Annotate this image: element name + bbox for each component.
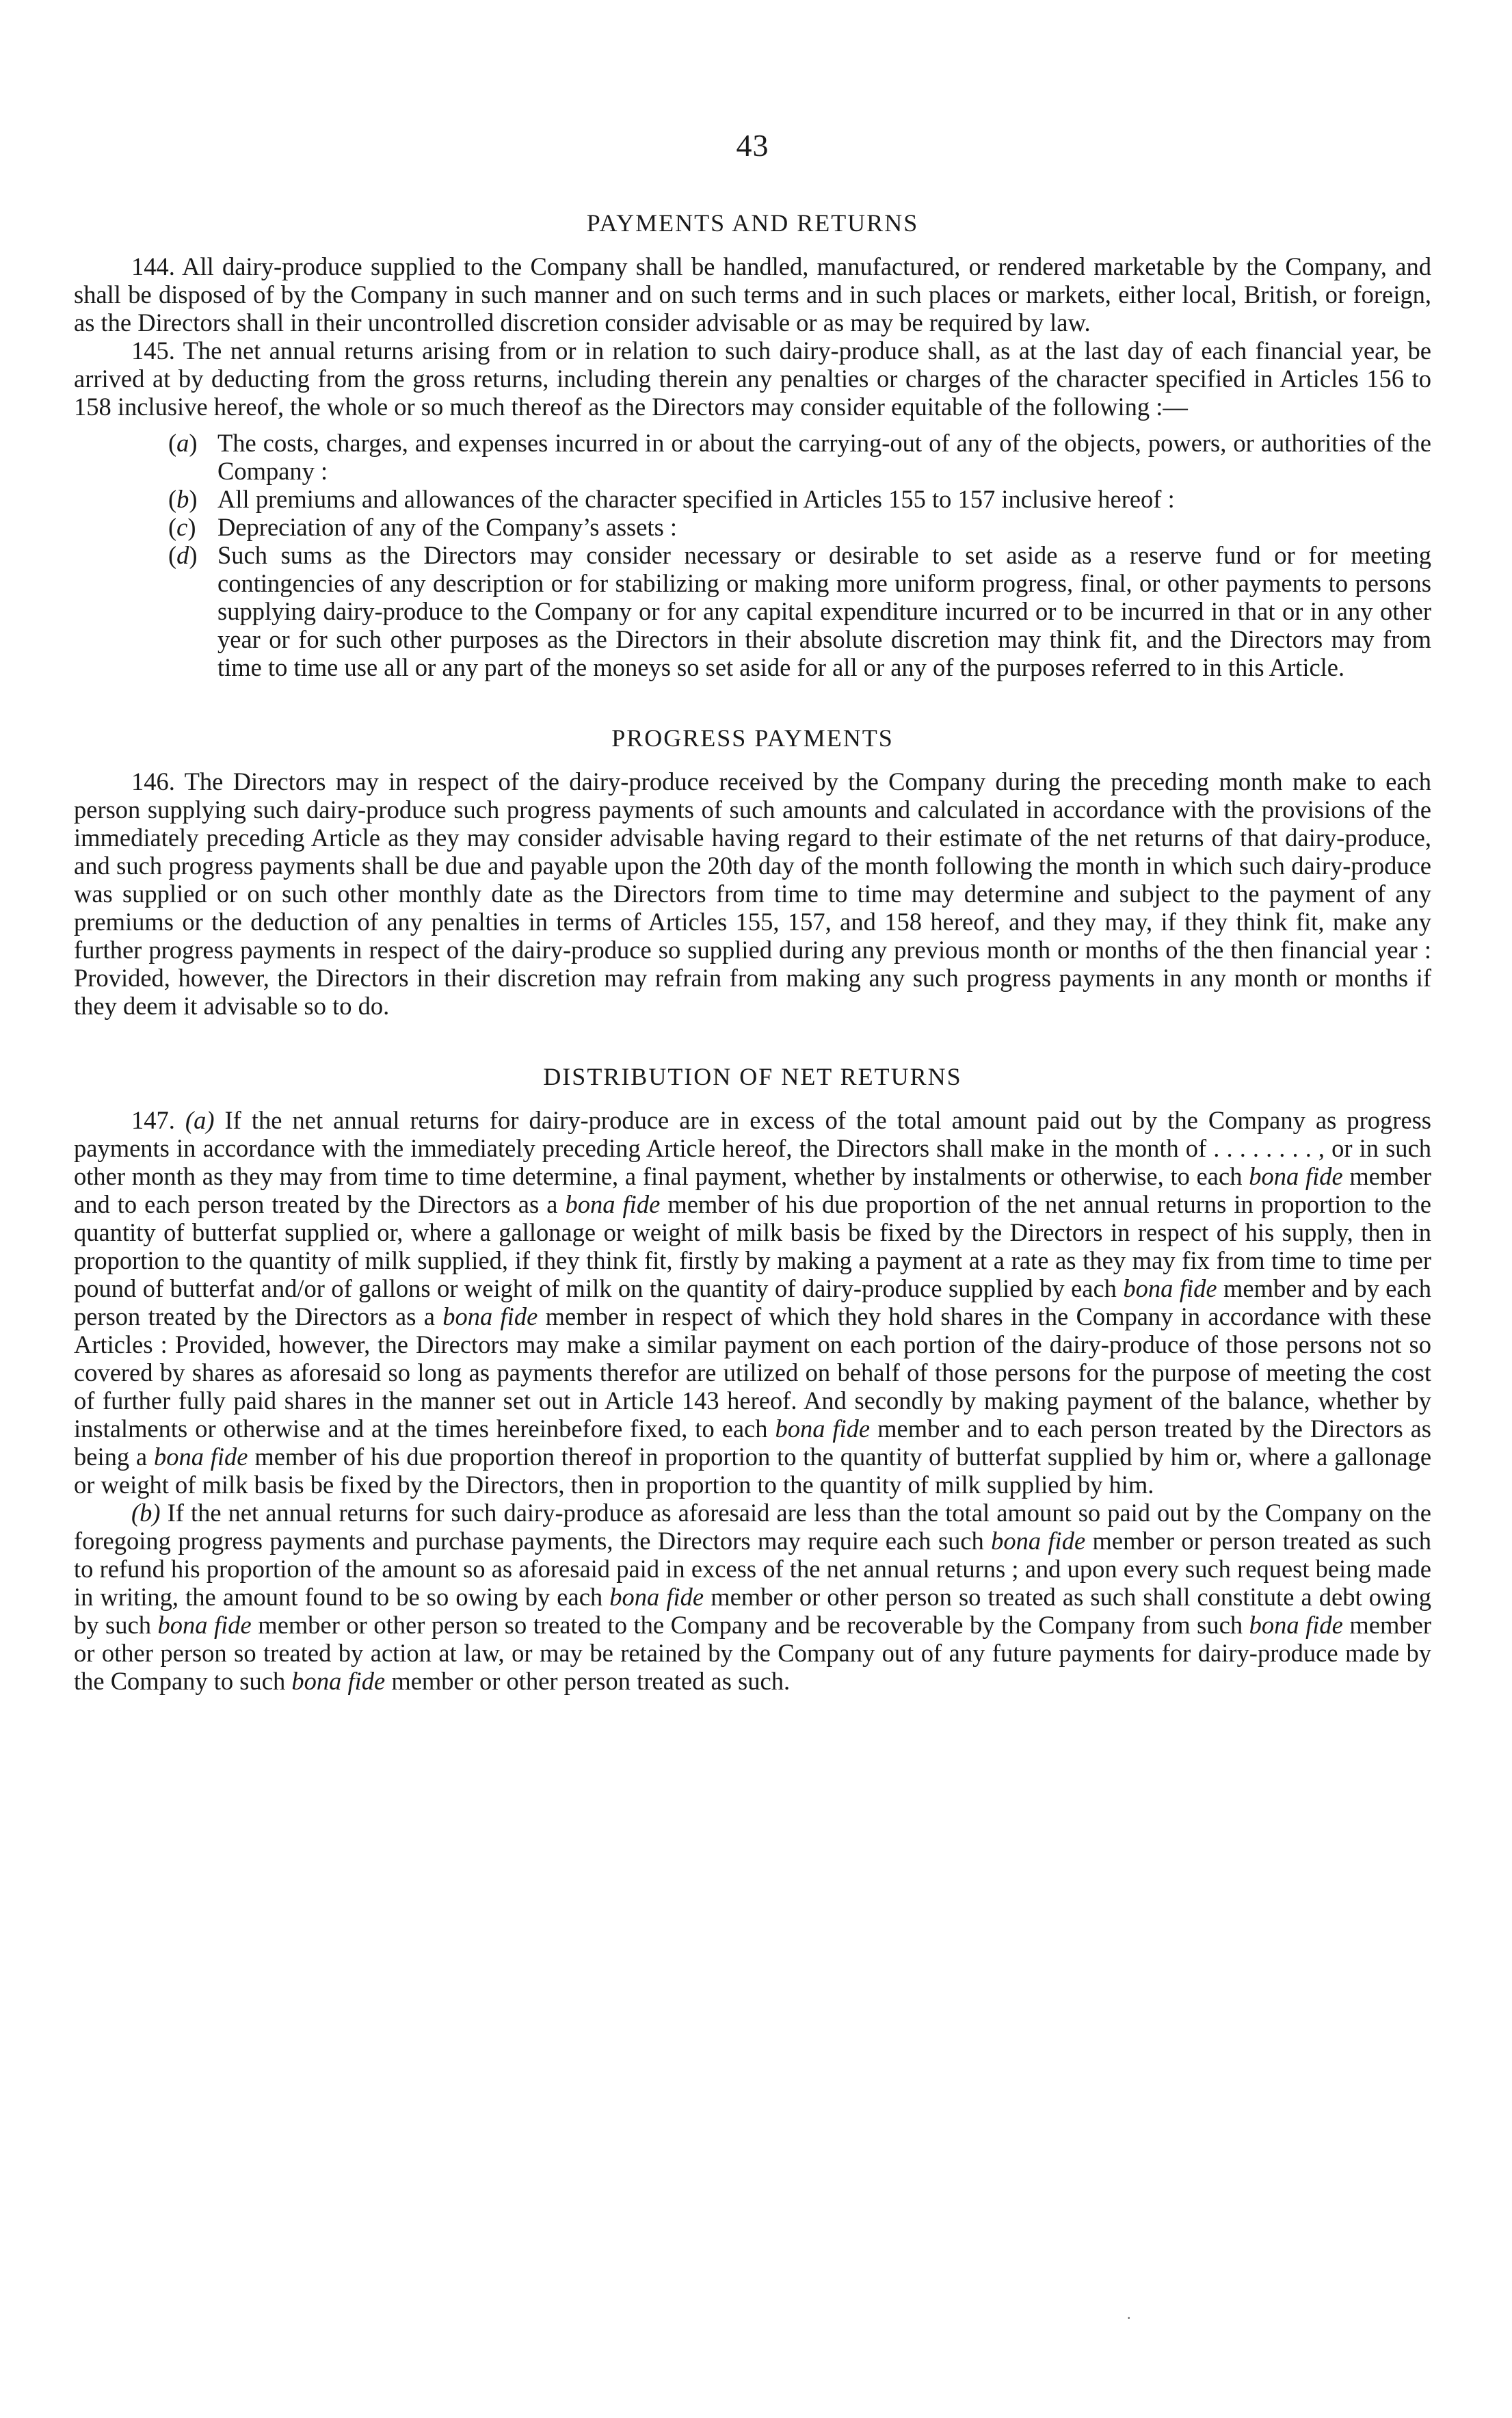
clause-marker: (a) xyxy=(168,429,198,457)
article-144: 144. All dairy-produce supplied to the Company shall be handled, manufactured, or rendered marketable by the Company, and shall be disposed of by the Company in such manner and on such terms and in such places or markets, either local, British, or foreign, as the Directors shall in their uncontrolled discretion consider advisable or as may be required by law. xyxy=(74,252,1431,337)
article-147a: 147. (a) If the net annual returns for dairy-produce are in excess of the total amount paid out by the Company as progress payments in accordance with the immediately preceding Article hereof, the Directors shall make in the month of . . . . . . . . , or in such other month as they may from time to time determine, a final payment, whether by instalments or otherwise, to each bona fide member and to each person treated by the Directors as a bona fide member of his due proportion of the net annual returns in proportion to the quantity of butterfat supplied or, where a gallonage or weight of milk basis be fixed by the Directors in respect of his supply, then in proportion to the quantity of milk supplied, if they think fit, firstly by making a payment at a rate as they may fix from time to time per pound of butterfat and/or of gallons or weight of milk on the quantity of dairy-produce supplied by each bona fide member and by each person treated by the Directors as a bona fide member in respect of which they hold shares in the Company in accordance with these Articles : Provided, however, the Directors may make a similar payment on each portion of the dairy-produce of those persons not so covered by shares as aforesaid so long as payments therefor are utilized on behalf of those persons for the purpose of meeting the cost of further fully paid shares in the manner set out in Article 143 hereof. And secondly by making payment of the balance, whether by instalments or otherwise and at the times hereinbefore fixed, to each bona fide member and to each person treated by the Directors as being a bona fide member of his due proportion thereof in proportion to the quantity of butterfat supplied by him or, where a gallonage or weight of milk basis be fixed by the Directors, then in proportion to the quantity of milk supplied by him. xyxy=(74,1106,1432,1499)
section-payments-and-returns xyxy=(74,209,1431,681)
clause-b xyxy=(74,485,1431,513)
clause-a xyxy=(74,429,1431,485)
article-145-clauses xyxy=(74,429,1431,681)
clause-marker: (b) xyxy=(168,485,198,513)
clause-c xyxy=(74,513,1431,541)
clause-text: The costs, charges, and expenses incurred in or about the carrying-out of any of the objects, powers, or authorities of the Company : xyxy=(217,429,1431,485)
section-title: DISTRIBUTION OF NET RETURNS xyxy=(543,1063,962,1090)
clause-d xyxy=(74,541,1431,681)
section-title: PROGRESS PAYMENTS xyxy=(611,724,894,752)
article-145: 145. The net annual returns arising from or in relation to such dairy-produce shall, as at the last day of each financial year, be arrived at by deducting from the gross returns, including therein any penalties or charges of the character specified in Articles 156 to 158 inclusive hereof, the whole or so much thereof as the Directors may consider equitable of the following :— xyxy=(74,337,1431,421)
clause-marker: (c) xyxy=(168,513,196,541)
section-distribution-of-net-returns xyxy=(74,1062,1431,1695)
clause-marker: (d) xyxy=(168,541,198,569)
page-number: 43 xyxy=(736,128,769,163)
section-title: PAYMENTS AND RETURNS xyxy=(586,209,919,237)
article-147b: (b) If the net annual returns for such dairy-produce as aforesaid are less than the total amount so paid out by the Company on the foregoing progress payments and purchase payments, the Directors may require each such bona fide member or person treated as such to refund his proportion of the amount so as aforesaid paid in excess of the net annual returns ; and upon every such request being made in writing, the amount found to be so owing by each bona fide member or other person so treated as such shall constitute a debt owing by such bona fide member or other person so treated to the Company and be recoverable by the Company from such bona fide member or other person so treated by action at law, or may be retained by the Company out of any future payments for dairy-produce made by the Company to such bona fide member or other person treated as such. xyxy=(74,1499,1432,1695)
footer-mark: . xyxy=(1127,2305,1131,2322)
article-146: 146. The Directors may in respect of the dairy-produce received by the Company during the preceding month make to each person supplying such dairy-produce such progress payments of such amounts and calculated in accordance with the provisions of the immediately preceding Article as they may consider advisable having regard to their estimate of the net returns of that dairy-produce, and such progress payments shall be due and payable upon the 20th day of the month following the month in which such dairy-produce was supplied or on such other monthly date as the Directors from time to time may determine and subject to the payment of any premiums or the deduction of any penalties in terms of Articles 155, 157, and 158 hereof, and they may, if they think fit, make any further progress payments in respect of the dairy-produce so supplied during any previous month or months of the then financial year : Provided, however, the Directors in their discretion may refrain from making any such progress payments in any month or months if they deem it advisable so to do. xyxy=(74,767,1431,1020)
clause-text: Depreciation of any of the Company’s assets : xyxy=(217,513,678,541)
document-page xyxy=(74,127,1431,1695)
clause-text: Such sums as the Directors may consider necessary or desirable to set aside as a reserve fund or for meeting contingencies of any description or for stabilizing or making more uniform progress, final, or other payments to persons supplying dairy-produce to the Company or for any capital expenditure incurred or to be incurred in that or in any other year or for such other purposes as the Directors in their absolute discretion may think fit, and the Directors may from time to time use all or any part of the moneys so set aside for all or any of the purposes referred to in this Article. xyxy=(217,541,1431,681)
clause-text: All premiums and allowances of the character specified in Articles 155 to 157 inclusive hereof : xyxy=(217,485,1175,513)
section-progress-payments xyxy=(74,724,1431,1020)
